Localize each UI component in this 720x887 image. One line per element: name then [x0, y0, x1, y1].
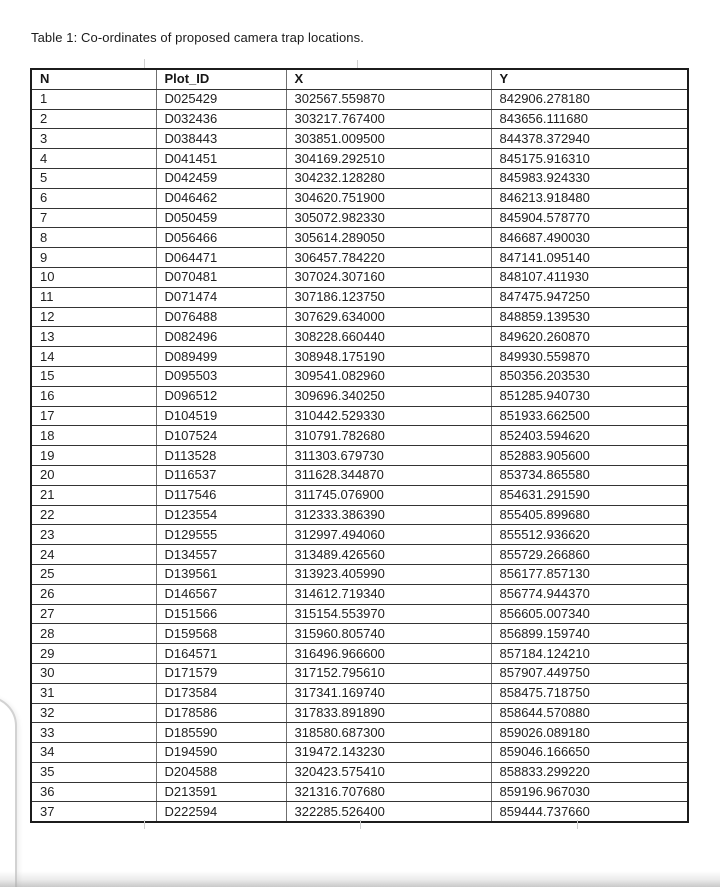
cell-x: 317152.795610	[286, 663, 491, 683]
cell-plot-id: D056466	[156, 228, 286, 248]
cell-plot-id: D134557	[156, 545, 286, 565]
cell-n: 17	[31, 406, 156, 426]
table-row	[31, 168, 688, 188]
column-header-plot-id: Plot_ID	[156, 69, 286, 89]
cell-n: 24	[31, 545, 156, 565]
table-row	[31, 525, 688, 545]
cell-y: 859196.967030	[491, 782, 688, 802]
cell-n: 21	[31, 485, 156, 505]
cell-n: 9	[31, 248, 156, 268]
cell-x: 309696.340250	[286, 386, 491, 406]
cell-n: 20	[31, 465, 156, 485]
cell-x: 310442.529330	[286, 406, 491, 426]
cell-plot-id: D089499	[156, 347, 286, 367]
cell-plot-id: D171579	[156, 663, 286, 683]
cell-n: 23	[31, 525, 156, 545]
cell-y: 847141.095140	[491, 248, 688, 268]
scan-tick	[144, 820, 145, 829]
table-row	[31, 723, 688, 743]
cell-x: 305614.289050	[286, 228, 491, 248]
cell-n: 32	[31, 703, 156, 723]
cell-plot-id: D042459	[156, 168, 286, 188]
cell-y: 852403.594620	[491, 426, 688, 446]
cell-plot-id: D038443	[156, 129, 286, 149]
cell-n: 12	[31, 307, 156, 327]
cell-y: 846213.918480	[491, 188, 688, 208]
cell-plot-id: D159568	[156, 624, 286, 644]
cell-x: 316496.966600	[286, 644, 491, 664]
cell-y: 848859.139530	[491, 307, 688, 327]
cell-plot-id: D123554	[156, 505, 286, 525]
cell-y: 852883.905600	[491, 446, 688, 466]
cell-y: 850356.203530	[491, 366, 688, 386]
table-row	[31, 743, 688, 763]
cell-n: 14	[31, 347, 156, 367]
cell-n: 30	[31, 663, 156, 683]
cell-n: 28	[31, 624, 156, 644]
table-row	[31, 624, 688, 644]
cell-n: 27	[31, 604, 156, 624]
cell-x: 307186.123750	[286, 287, 491, 307]
header-row	[31, 69, 688, 89]
cell-n: 11	[31, 287, 156, 307]
cell-y: 855405.899680	[491, 505, 688, 525]
cell-plot-id: D071474	[156, 287, 286, 307]
cell-n: 22	[31, 505, 156, 525]
column-header-x: X	[286, 69, 491, 89]
cell-n: 37	[31, 802, 156, 822]
cell-x: 313489.426560	[286, 545, 491, 565]
cell-y: 856177.857130	[491, 564, 688, 584]
table-row	[31, 406, 688, 426]
table-row	[31, 188, 688, 208]
cell-x: 311303.679730	[286, 446, 491, 466]
page-curl-edge	[0, 696, 17, 887]
cell-plot-id: D117546	[156, 485, 286, 505]
cell-y: 845175.916310	[491, 149, 688, 169]
cell-plot-id: D116537	[156, 465, 286, 485]
scan-tick	[360, 820, 361, 829]
cell-x: 304232.128280	[286, 168, 491, 188]
table-row	[31, 366, 688, 386]
table-row	[31, 248, 688, 268]
cell-y: 848107.411930	[491, 267, 688, 287]
table-row	[31, 505, 688, 525]
table-row	[31, 386, 688, 406]
cell-x: 306457.784220	[286, 248, 491, 268]
cell-n: 10	[31, 267, 156, 287]
cell-x: 313923.405990	[286, 564, 491, 584]
cell-y: 849620.260870	[491, 327, 688, 347]
coordinates-table	[30, 68, 689, 823]
cell-plot-id: D173584	[156, 683, 286, 703]
cell-n: 6	[31, 188, 156, 208]
cell-n: 1	[31, 89, 156, 109]
cell-plot-id: D032436	[156, 109, 286, 129]
cell-n: 15	[31, 366, 156, 386]
cell-plot-id: D095503	[156, 366, 286, 386]
cell-x: 315960.805740	[286, 624, 491, 644]
cell-x: 303217.767400	[286, 109, 491, 129]
cell-n: 26	[31, 584, 156, 604]
cell-plot-id: D222594	[156, 802, 286, 822]
cell-plot-id: D204588	[156, 762, 286, 782]
cell-x: 317341.169740	[286, 683, 491, 703]
table-row	[31, 485, 688, 505]
table-row	[31, 762, 688, 782]
scan-tick	[577, 820, 578, 829]
cell-plot-id: D025429	[156, 89, 286, 109]
cell-y: 842906.278180	[491, 89, 688, 109]
cell-plot-id: D129555	[156, 525, 286, 545]
column-header-y: Y	[491, 69, 688, 89]
cell-x: 304620.751900	[286, 188, 491, 208]
table-row	[31, 584, 688, 604]
table-row	[31, 129, 688, 149]
cell-y: 859026.089180	[491, 723, 688, 743]
cell-plot-id: D178586	[156, 703, 286, 723]
cell-y: 844378.372940	[491, 129, 688, 149]
cell-y: 858475.718750	[491, 683, 688, 703]
cell-plot-id: D139561	[156, 564, 286, 584]
scan-tick	[144, 59, 145, 68]
cell-y: 854631.291590	[491, 485, 688, 505]
table-row	[31, 663, 688, 683]
cell-plot-id: D213591	[156, 782, 286, 802]
cell-n: 16	[31, 386, 156, 406]
cell-y: 859046.166650	[491, 743, 688, 763]
cell-plot-id: D107524	[156, 426, 286, 446]
cell-n: 5	[31, 168, 156, 188]
cell-x: 320423.575410	[286, 762, 491, 782]
table-row	[31, 446, 688, 466]
cell-x: 304169.292510	[286, 149, 491, 169]
cell-y: 855729.266860	[491, 545, 688, 565]
table-row	[31, 149, 688, 169]
cell-y: 857907.449750	[491, 663, 688, 683]
cell-x: 307024.307160	[286, 267, 491, 287]
cell-n: 35	[31, 762, 156, 782]
cell-plot-id: D146567	[156, 584, 286, 604]
cell-x: 312333.386390	[286, 505, 491, 525]
cell-y: 859444.737660	[491, 802, 688, 822]
cell-y: 851285.940730	[491, 386, 688, 406]
table-body	[31, 89, 688, 822]
cell-x: 307629.634000	[286, 307, 491, 327]
cell-x: 311628.344870	[286, 465, 491, 485]
table-row	[31, 604, 688, 624]
scan-tick	[357, 60, 358, 68]
table-row	[31, 782, 688, 802]
cell-n: 19	[31, 446, 156, 466]
cell-plot-id: D050459	[156, 208, 286, 228]
table-row	[31, 307, 688, 327]
cell-n: 13	[31, 327, 156, 347]
cell-n: 8	[31, 228, 156, 248]
cell-y: 851933.662500	[491, 406, 688, 426]
cell-plot-id: D076488	[156, 307, 286, 327]
table-row	[31, 683, 688, 703]
table-row	[31, 426, 688, 446]
table-row	[31, 564, 688, 584]
cell-plot-id: D164571	[156, 644, 286, 664]
cell-x: 311745.076900	[286, 485, 491, 505]
cell-x: 302567.559870	[286, 89, 491, 109]
cell-x: 318580.687300	[286, 723, 491, 743]
table-row	[31, 465, 688, 485]
cell-plot-id: D185590	[156, 723, 286, 743]
cell-n: 2	[31, 109, 156, 129]
cell-y: 847475.947250	[491, 287, 688, 307]
cell-plot-id: D064471	[156, 248, 286, 268]
cell-n: 31	[31, 683, 156, 703]
cell-x: 310791.782680	[286, 426, 491, 446]
cell-y: 855512.936620	[491, 525, 688, 545]
cell-x: 303851.009500	[286, 129, 491, 149]
cell-x: 319472.143230	[286, 743, 491, 763]
cell-x: 315154.553970	[286, 604, 491, 624]
table-row	[31, 109, 688, 129]
cell-plot-id: D041451	[156, 149, 286, 169]
cell-plot-id: D113528	[156, 446, 286, 466]
table-row	[31, 545, 688, 565]
cell-y: 858644.570880	[491, 703, 688, 723]
cell-y: 845904.578770	[491, 208, 688, 228]
cell-x: 312997.494060	[286, 525, 491, 545]
cell-y: 858833.299220	[491, 762, 688, 782]
table-row	[31, 228, 688, 248]
cell-n: 33	[31, 723, 156, 743]
table-caption: Table 1: Co-ordinates of proposed camera trap locations.	[31, 30, 364, 45]
cell-plot-id: D046462	[156, 188, 286, 208]
cell-n: 18	[31, 426, 156, 446]
cell-y: 853734.865580	[491, 465, 688, 485]
cell-y: 856605.007340	[491, 604, 688, 624]
cell-y: 843656.111680	[491, 109, 688, 129]
cell-x: 308228.660440	[286, 327, 491, 347]
table-row	[31, 703, 688, 723]
table-row	[31, 287, 688, 307]
cell-x: 314612.719340	[286, 584, 491, 604]
cell-plot-id: D104519	[156, 406, 286, 426]
table-row	[31, 89, 688, 109]
table-row	[31, 347, 688, 367]
cell-x: 322285.526400	[286, 802, 491, 822]
table-row	[31, 327, 688, 347]
cell-plot-id: D151566	[156, 604, 286, 624]
cell-y: 846687.490030	[491, 228, 688, 248]
cell-x: 308948.175190	[286, 347, 491, 367]
cell-n: 7	[31, 208, 156, 228]
cell-plot-id: D070481	[156, 267, 286, 287]
cell-plot-id: D096512	[156, 386, 286, 406]
cell-plot-id: D194590	[156, 743, 286, 763]
bottom-shadow	[0, 871, 720, 887]
table-row	[31, 644, 688, 664]
cell-n: 36	[31, 782, 156, 802]
cell-n: 25	[31, 564, 156, 584]
cell-n: 3	[31, 129, 156, 149]
cell-x: 321316.707680	[286, 782, 491, 802]
cell-n: 34	[31, 743, 156, 763]
cell-n: 4	[31, 149, 156, 169]
cell-plot-id: D082496	[156, 327, 286, 347]
cell-y: 856899.159740	[491, 624, 688, 644]
table-row	[31, 267, 688, 287]
table-row	[31, 208, 688, 228]
cell-n: 29	[31, 644, 156, 664]
column-header-n: N	[31, 69, 156, 89]
cell-y: 857184.124210	[491, 644, 688, 664]
cell-y: 845983.924330	[491, 168, 688, 188]
cell-y: 849930.559870	[491, 347, 688, 367]
cell-x: 317833.891890	[286, 703, 491, 723]
cell-x: 305072.982330	[286, 208, 491, 228]
cell-y: 856774.944370	[491, 584, 688, 604]
cell-x: 309541.082960	[286, 366, 491, 386]
